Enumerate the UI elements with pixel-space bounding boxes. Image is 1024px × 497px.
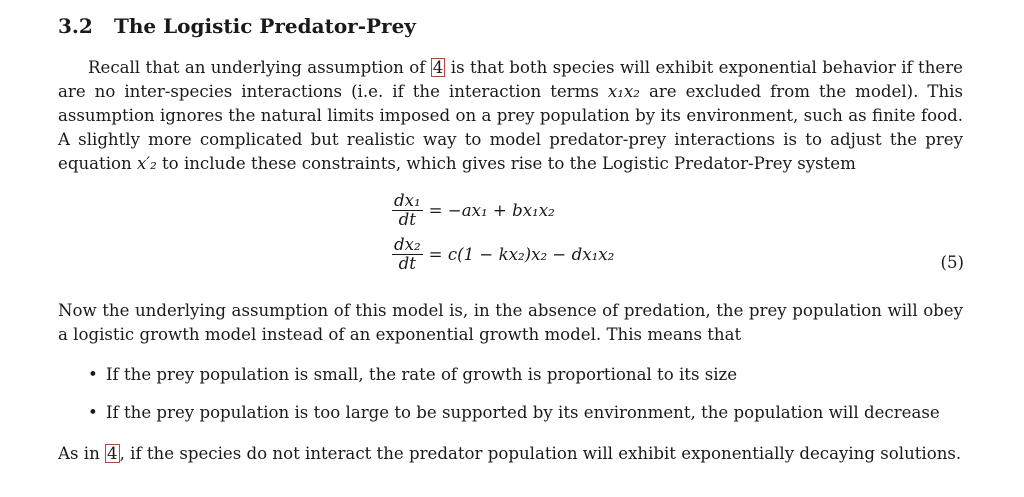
- list-item-text: If the prey population is too large to be supported by its environment, the population will decrease: [106, 403, 940, 422]
- section-number: 3.2: [58, 14, 93, 38]
- paragraph-conclusion: [58, 442, 963, 466]
- equation-reference-link[interactable]: 4: [432, 58, 444, 77]
- fraction-denominator: dt: [398, 209, 416, 229]
- section-heading: [58, 14, 416, 38]
- list-item: [88, 401, 940, 439]
- conclusion-text-1: As in: [58, 444, 106, 463]
- equation-number: (5): [940, 253, 964, 272]
- bullet-icon: •: [88, 365, 98, 384]
- math-prey-equation: x′₂: [136, 154, 157, 173]
- equation-rhs: = c(1 − kx₂)x₂ − dx₁x₂: [428, 244, 615, 264]
- equation-reference-link[interactable]: 4: [107, 444, 118, 463]
- intro-text-4: to include these constraints, which gives rise to the Logistic Predator-Prey system: [156, 154, 856, 173]
- bullet-icon: •: [88, 403, 98, 422]
- fraction-denominator: dt: [398, 253, 416, 273]
- intro-text-1: Recall that an underlying assumption of: [88, 58, 431, 77]
- equation-rhs: = −ax₁ + bx₁x₂: [428, 200, 555, 220]
- conclusion-text-2: , if the species do not interact the predator population will exhibit exponentially decaying solutions.: [119, 444, 962, 463]
- intro-text-3: are excluded from the model). This assumption ignores the natural limits imposed on a prey population by its environment, such as finite food. A slightly more complicated but realistic way to model predator-prey interactions is to adjust the prey equation: [58, 82, 963, 173]
- equation-prey: [392, 232, 614, 276]
- derivative-fraction: [392, 236, 423, 273]
- paragraph-intro: [58, 56, 963, 176]
- paragraph-assumption: Now the underlying assumption of this model is, in the absence of predation, the prey population will obey a logistic growth model instead of an exponential growth model. This means that: [58, 301, 963, 344]
- fraction-numerator: dx₁: [394, 190, 421, 210]
- equation-system: [392, 188, 614, 276]
- section-title: The Logistic Predator-Prey: [114, 14, 416, 38]
- equation-predator: [392, 188, 614, 232]
- intro-text-2: is that both species will exhibit exponential behavior if there are no inter-species interactions (i.e. if the interaction terms: [58, 58, 963, 101]
- list-item-text: If the prey population is small, the rate of growth is proportional to its size: [106, 365, 738, 384]
- bullet-list: [88, 363, 940, 439]
- math-interaction-terms: x₁x₂: [607, 82, 640, 101]
- fraction-numerator: dx₂: [394, 234, 421, 254]
- list-item: [88, 363, 940, 401]
- derivative-fraction: [392, 192, 423, 229]
